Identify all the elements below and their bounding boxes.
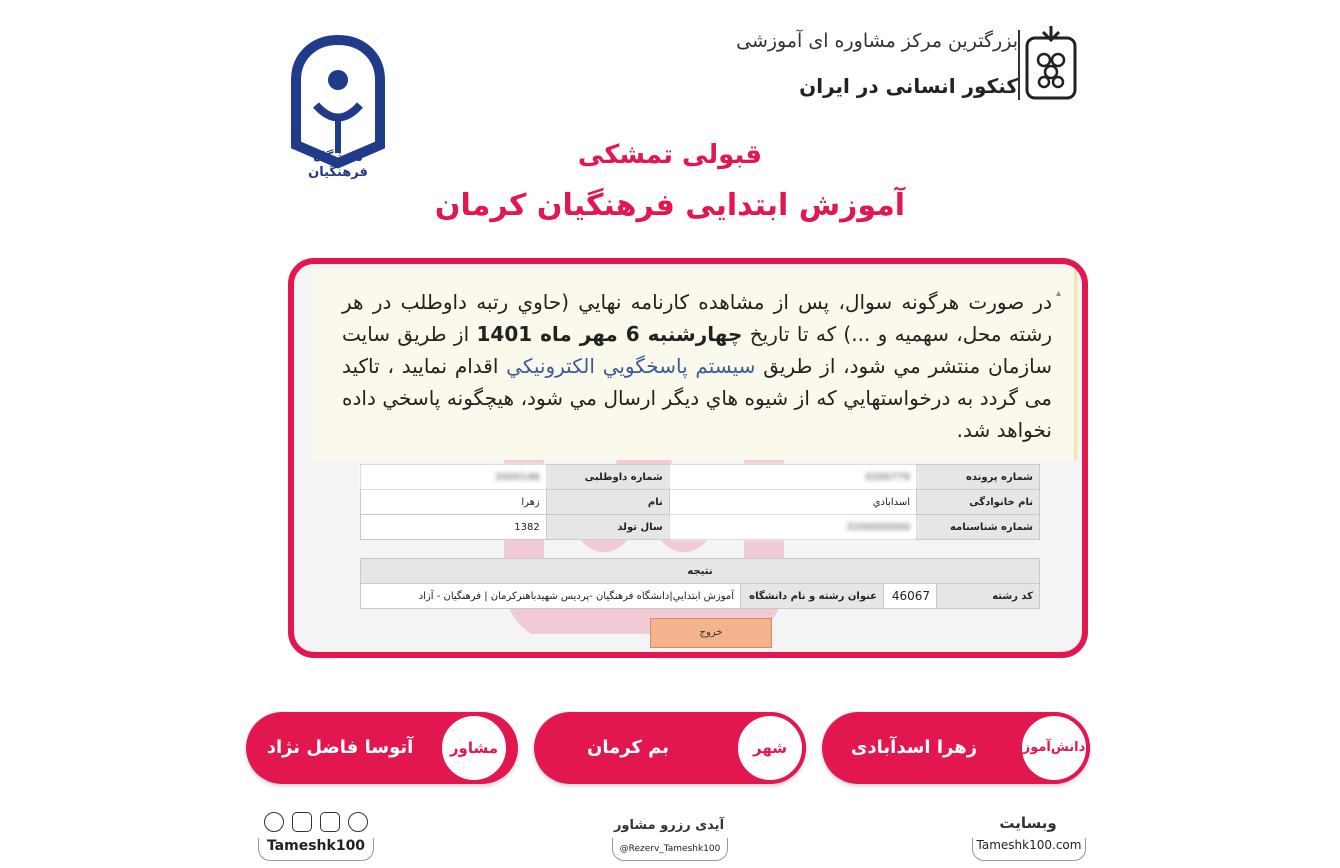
result-frame (288, 258, 1088, 658)
notice-part1: در صورت هرگونه سوال، پس از مشاهده كارنامه نهايي (حاوي رتبه داوطلب در هر رشته محل، سهميه و ...) كه تا تاريخ (342, 290, 1053, 346)
student-circle: دانش‌آموز (1018, 712, 1090, 784)
major-code-label: کد رشته (937, 584, 1040, 609)
university-name: دانشگاه فرهنگیان (308, 150, 368, 180)
first-name-label: نام (546, 490, 669, 515)
brand-subtitle: کنکور انسانی در ایران (799, 74, 1018, 98)
candidate-number-value: 2000146 (361, 465, 547, 490)
table-row (361, 465, 1040, 490)
first-name-value: زهرا (361, 490, 547, 515)
table-row (361, 584, 1040, 609)
result-header: نتيجه (361, 559, 1040, 584)
major-title-label: عنوان رشته و نام دانشگاه (741, 584, 884, 609)
notice-part2: از طريق سايت سازمان منتشر مي شود، از طريق (342, 322, 1052, 378)
id-number-label: شماره شناسنامه (917, 515, 1040, 540)
social-handle[interactable]: Tameshk100 (258, 838, 374, 861)
notice-part3: اقدام نماييد ، تاكيد می گردد به درخواستهايي كه از شيوه هاي ديگر ارسال مي شود، هيچگونه پاسخي داده نخواهد شد. (342, 354, 1052, 442)
last-name-label: نام خانوادگی (917, 490, 1040, 515)
major-title-value: آموزش ابتدايي|دانشگاه فرهنگيان -پرديس شهيدباهنركرمان | فرهنگيان - آزاد (361, 584, 741, 609)
candidate-info-table (360, 464, 1040, 540)
raspberry-logo-icon (1025, 22, 1077, 102)
social-icons (260, 812, 372, 836)
major-code-value: 46067 (884, 584, 937, 609)
table-row (361, 515, 1040, 540)
birth-year-label: سال تولد (546, 515, 669, 540)
page-title: قبولی تمشکی (577, 140, 763, 170)
notice-text (342, 286, 1052, 446)
candidate-number-label: شماره داوطلبی (546, 465, 669, 490)
birth-year-value: 1382 (361, 515, 547, 540)
reserve-id[interactable]: @Rezerv_Tameshk100 (612, 838, 728, 861)
city-circle: شهر (734, 712, 806, 784)
website-url[interactable]: Tameshk100.com (972, 838, 1086, 861)
eitaa-icon[interactable] (320, 812, 340, 832)
page-subtitle: آموزش ابتدایی فرهنگیان کرمان (434, 188, 906, 223)
website-title: وبسایت (999, 814, 1057, 832)
result-table (360, 558, 1040, 609)
advisor-circle: مشاور (438, 712, 510, 784)
instagram-icon[interactable] (292, 812, 312, 832)
advisor-name: آتوسا فاضل نژاد (266, 737, 414, 758)
exit-button[interactable]: خروج (650, 618, 772, 648)
file-number-label: شماره پرونده (917, 465, 1040, 490)
city-name: بم کرمان (586, 737, 670, 758)
last-name-value: اسدابادي (669, 490, 916, 515)
response-system-link[interactable]: سيستم پاسخگويي الكترونيكي (506, 354, 756, 378)
student-name: زهرا اسدآبادی (850, 737, 978, 758)
brand-tagline: بزرگترین مرکز مشاوره ای آموزشی (736, 30, 1018, 52)
brand-divider (1018, 30, 1020, 100)
notice-box (312, 270, 1077, 460)
file-number-value: 0200779 (669, 465, 916, 490)
reserve-title: آیدی رزرو مشاور (613, 818, 725, 833)
network-icon[interactable] (348, 812, 368, 832)
id-number-value: 3200000000 (669, 515, 916, 540)
info-icon: ▴ (1056, 288, 1062, 299)
table-row (361, 559, 1040, 584)
notice-date: چهارشنبه 6 مهر ماه 1401 (476, 322, 743, 346)
telegram-icon[interactable] (264, 812, 284, 832)
table-row (361, 490, 1040, 515)
